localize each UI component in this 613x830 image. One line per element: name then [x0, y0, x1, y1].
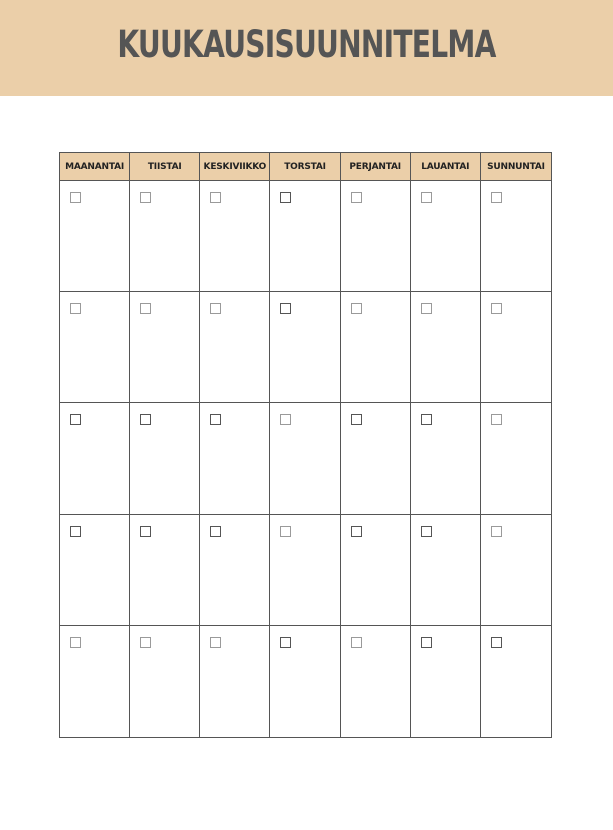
- day-cell[interactable]: [60, 626, 130, 737]
- empty-checkbox-icon[interactable]: [210, 303, 221, 314]
- empty-checkbox-icon[interactable]: [140, 192, 151, 203]
- day-header-tiistai: TIISTAI: [130, 153, 200, 181]
- empty-checkbox-icon[interactable]: [421, 192, 432, 203]
- empty-checkbox-icon[interactable]: [140, 526, 151, 537]
- day-header-sunnuntai: SUNNUNTAI: [481, 153, 551, 181]
- day-cell[interactable]: [270, 181, 340, 292]
- empty-checkbox-icon[interactable]: [280, 637, 291, 648]
- empty-checkbox-icon[interactable]: [70, 414, 81, 425]
- day-header-lauantai: LAUANTAI: [411, 153, 481, 181]
- empty-checkbox-icon[interactable]: [280, 526, 291, 537]
- day-cell[interactable]: [481, 515, 551, 626]
- day-cell[interactable]: [481, 292, 551, 403]
- day-header-maanantai: MAANANTAI: [60, 153, 130, 181]
- day-cell[interactable]: [270, 515, 340, 626]
- empty-checkbox-icon[interactable]: [351, 303, 362, 314]
- day-header-keskiviikko: KESKIVIIKKO: [200, 153, 270, 181]
- empty-checkbox-icon[interactable]: [70, 303, 81, 314]
- day-header-perjantai: PERJANTAI: [341, 153, 411, 181]
- day-cell[interactable]: [60, 403, 130, 514]
- empty-checkbox-icon[interactable]: [421, 303, 432, 314]
- header-banner: [0, 0, 613, 96]
- day-cell[interactable]: [270, 292, 340, 403]
- day-cell[interactable]: [341, 181, 411, 292]
- empty-checkbox-icon[interactable]: [491, 414, 502, 425]
- day-cell[interactable]: [60, 181, 130, 292]
- empty-checkbox-icon[interactable]: [351, 637, 362, 648]
- day-cell[interactable]: [130, 626, 200, 737]
- empty-checkbox-icon[interactable]: [70, 192, 81, 203]
- empty-checkbox-icon[interactable]: [210, 414, 221, 425]
- empty-checkbox-icon[interactable]: [140, 303, 151, 314]
- day-cell[interactable]: [411, 292, 481, 403]
- monthly-calendar-grid: [59, 152, 552, 738]
- empty-checkbox-icon[interactable]: [280, 192, 291, 203]
- day-cell[interactable]: [411, 515, 481, 626]
- empty-checkbox-icon[interactable]: [140, 414, 151, 425]
- day-cell[interactable]: [130, 292, 200, 403]
- day-cell[interactable]: [130, 181, 200, 292]
- empty-checkbox-icon[interactable]: [210, 637, 221, 648]
- empty-checkbox-icon[interactable]: [210, 526, 221, 537]
- day-cell[interactable]: [481, 626, 551, 737]
- empty-checkbox-icon[interactable]: [491, 303, 502, 314]
- day-cell[interactable]: [200, 292, 270, 403]
- day-cell[interactable]: [411, 626, 481, 737]
- day-cell[interactable]: [130, 403, 200, 514]
- day-cell[interactable]: [481, 403, 551, 514]
- day-cell[interactable]: [60, 515, 130, 626]
- empty-checkbox-icon[interactable]: [351, 192, 362, 203]
- day-cell[interactable]: [411, 181, 481, 292]
- day-cell[interactable]: [270, 626, 340, 737]
- empty-checkbox-icon[interactable]: [70, 637, 81, 648]
- empty-checkbox-icon[interactable]: [351, 526, 362, 537]
- day-cell[interactable]: [200, 626, 270, 737]
- empty-checkbox-icon[interactable]: [491, 637, 502, 648]
- empty-checkbox-icon[interactable]: [351, 414, 362, 425]
- empty-checkbox-icon[interactable]: [421, 414, 432, 425]
- day-cell[interactable]: [411, 403, 481, 514]
- day-cell[interactable]: [341, 515, 411, 626]
- empty-checkbox-icon[interactable]: [70, 526, 81, 537]
- empty-checkbox-icon[interactable]: [421, 637, 432, 648]
- empty-checkbox-icon[interactable]: [491, 192, 502, 203]
- day-cell[interactable]: [200, 403, 270, 514]
- day-cell[interactable]: [60, 292, 130, 403]
- page-title: KUUKAUSISUUNNITELMA: [117, 23, 496, 66]
- day-cell[interactable]: [481, 181, 551, 292]
- day-cell[interactable]: [341, 292, 411, 403]
- empty-checkbox-icon[interactable]: [421, 526, 432, 537]
- empty-checkbox-icon[interactable]: [280, 303, 291, 314]
- day-cell[interactable]: [341, 626, 411, 737]
- empty-checkbox-icon[interactable]: [280, 414, 291, 425]
- day-cell[interactable]: [270, 403, 340, 514]
- day-cell[interactable]: [130, 515, 200, 626]
- empty-checkbox-icon[interactable]: [210, 192, 221, 203]
- day-cell[interactable]: [200, 515, 270, 626]
- day-cell[interactable]: [341, 403, 411, 514]
- empty-checkbox-icon[interactable]: [491, 526, 502, 537]
- day-header-torstai: TORSTAI: [270, 153, 340, 181]
- day-cell[interactable]: [200, 181, 270, 292]
- empty-checkbox-icon[interactable]: [140, 637, 151, 648]
